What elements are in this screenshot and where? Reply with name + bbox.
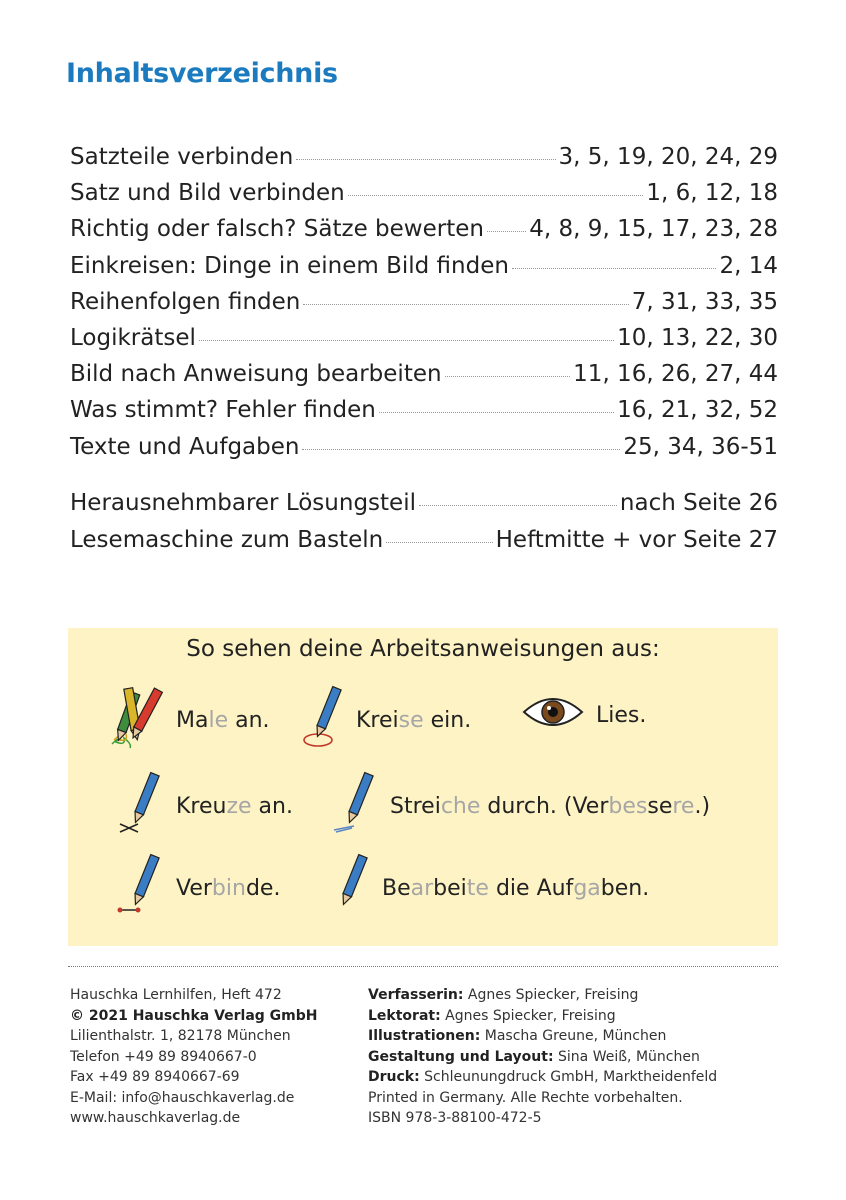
toc-label: Bild nach Anweisung bearbeiten: [70, 361, 442, 388]
imprint-isbn: ISBN 978-3-88100-472-5: [368, 1110, 542, 1126]
imprint-line: Printed in Germany. Alle Rechte vorbehalten.: [368, 1089, 683, 1106]
toc-pages: 16, 21, 32, 52: [617, 397, 778, 424]
instruction-kreuze-an: [116, 770, 293, 842]
dot-leader: [487, 231, 526, 232]
imprint-value: Schleunungdruck GmbH, Marktheidenfeld: [424, 1069, 718, 1085]
toc-label: Texte und Aufgaben: [70, 433, 300, 460]
instruction-text: Bearbeite die Aufgaben.: [382, 875, 650, 901]
toc-row: [70, 325, 778, 361]
imprint-line: [368, 1047, 717, 1068]
toc-label: Reihenfolgen finden: [70, 288, 301, 315]
toc-pages: 4, 8, 9, 15, 17, 23, 28: [529, 216, 778, 243]
imprint-email: E-Mail: info@hauschkaverlag.de: [70, 1089, 295, 1106]
imprint-value: Agnes Spiecker, Freising: [467, 987, 639, 1003]
toc-row: [70, 180, 778, 216]
toc-row: [70, 490, 778, 526]
imprint-website: www.hauschkaverlag.de: [70, 1110, 241, 1126]
toc-pages: 3, 5, 19, 20, 24, 29: [558, 144, 778, 170]
toc-row: [70, 253, 778, 289]
colored-pencils-icon: [106, 684, 164, 756]
imprint-line: Telefon +49 89 8940667-0: [70, 1048, 257, 1065]
imprint-line: [368, 1026, 717, 1047]
instruction-text: Lies.: [596, 702, 647, 728]
imprint-line: Hauschka Lernhilfen, Heft 472: [70, 987, 282, 1003]
toc-row: [70, 144, 778, 180]
toc-label: Satz und Bild verbinden: [70, 180, 345, 207]
instruction-male-an: [106, 684, 270, 756]
toc-pages: 7, 31, 33, 35: [631, 288, 778, 315]
instruction-text: Male an.: [176, 707, 270, 733]
instruction-text: Kreise ein.: [356, 707, 472, 733]
imprint-line: [368, 1006, 717, 1027]
imprint-line: Fax +49 89 8940667-69: [70, 1069, 240, 1085]
imprint-line: © 2021 Hauschka Verlag GmbH: [70, 1007, 318, 1024]
toc-row: [70, 397, 778, 433]
imprint-credits: [368, 985, 717, 1129]
toc-label: Logikrätsel: [70, 324, 196, 351]
toc-label: Lesemaschine zum Basteln: [70, 526, 384, 553]
toc-row: [70, 527, 778, 563]
toc-label: Richtig oder falsch? Sätze bewerten: [70, 216, 484, 243]
pencil-connect-icon: [116, 852, 164, 924]
pencil-circle-icon: [300, 684, 344, 756]
instruction-lies: [522, 692, 646, 738]
toc-pages: Heftmitte + vor Seite 27: [495, 526, 778, 553]
imprint-label: Gestaltung und Layout:: [368, 1048, 554, 1065]
toc-label: Satzteile verbinden: [70, 144, 294, 170]
toc-label: Herausnehmbarer Lösungsteil: [70, 489, 416, 516]
toc-row: [70, 216, 778, 252]
instruction-text: Verbinde.: [176, 875, 281, 901]
instructions-title: So sehen deine Arbeitsanweisungen aus:: [186, 636, 660, 662]
instruction-streiche-durch: [330, 770, 710, 842]
imprint-line: [368, 1067, 717, 1088]
pencil-cross-icon: [116, 770, 164, 842]
imprint-label: Druck:: [368, 1069, 420, 1085]
toc-row: [70, 434, 778, 470]
toc-label: Was stimmt? Fehler finden: [70, 397, 376, 424]
pencil-strike-icon: [330, 770, 378, 842]
imprint-value: Mascha Greune, München: [484, 1028, 667, 1044]
toc-label: Einkreisen: Dinge in einem Bild finden: [70, 252, 509, 279]
instruction-text: Kreuze an.: [176, 793, 293, 819]
imprint-label: Illustrationen:: [368, 1028, 481, 1044]
toc-pages: 25, 34, 36-51: [623, 433, 778, 460]
dot-leader: [419, 505, 617, 506]
table-of-contents: [70, 144, 778, 563]
pencil-icon: [330, 852, 370, 924]
dot-leader: [348, 195, 644, 196]
page-title: Inhaltsverzeichnis: [66, 58, 338, 89]
eye-icon: [522, 692, 584, 738]
dot-leader: [199, 340, 614, 341]
separator: [68, 966, 778, 967]
dot-leader: [512, 268, 717, 269]
instruction-verbinde: [116, 852, 280, 924]
imprint-label: Verfasserin:: [368, 987, 464, 1003]
imprint-label: Lektorat:: [368, 1007, 441, 1024]
imprint-line: Lilienthalstr. 1, 82178 München: [70, 1028, 291, 1044]
dot-leader: [445, 376, 571, 377]
imprint-publisher: [70, 985, 318, 1129]
dot-leader: [386, 542, 492, 543]
imprint-line: [368, 985, 717, 1006]
instruction-kreise-ein: [300, 684, 471, 756]
toc-row: [70, 289, 778, 325]
imprint-value: Agnes Spiecker, Freising: [445, 1007, 616, 1024]
imprint-value: Sina Weiß, München: [558, 1048, 700, 1065]
dot-leader: [303, 304, 628, 305]
toc-pages: 10, 13, 22, 30: [617, 324, 778, 351]
toc-pages: nach Seite 26: [619, 489, 778, 516]
toc-row: [70, 361, 778, 397]
toc-pages: 2, 14: [719, 252, 778, 279]
dot-leader: [302, 449, 620, 450]
instruction-text: Streiche durch. (Verbessere.): [390, 793, 711, 819]
instruction-bearbeite: [330, 852, 649, 924]
toc-pages: 1, 6, 12, 18: [646, 180, 778, 207]
dot-leader: [296, 159, 555, 160]
dot-leader: [379, 412, 614, 413]
instructions-box: [68, 628, 778, 946]
toc-pages: 11, 16, 26, 27, 44: [573, 361, 778, 388]
